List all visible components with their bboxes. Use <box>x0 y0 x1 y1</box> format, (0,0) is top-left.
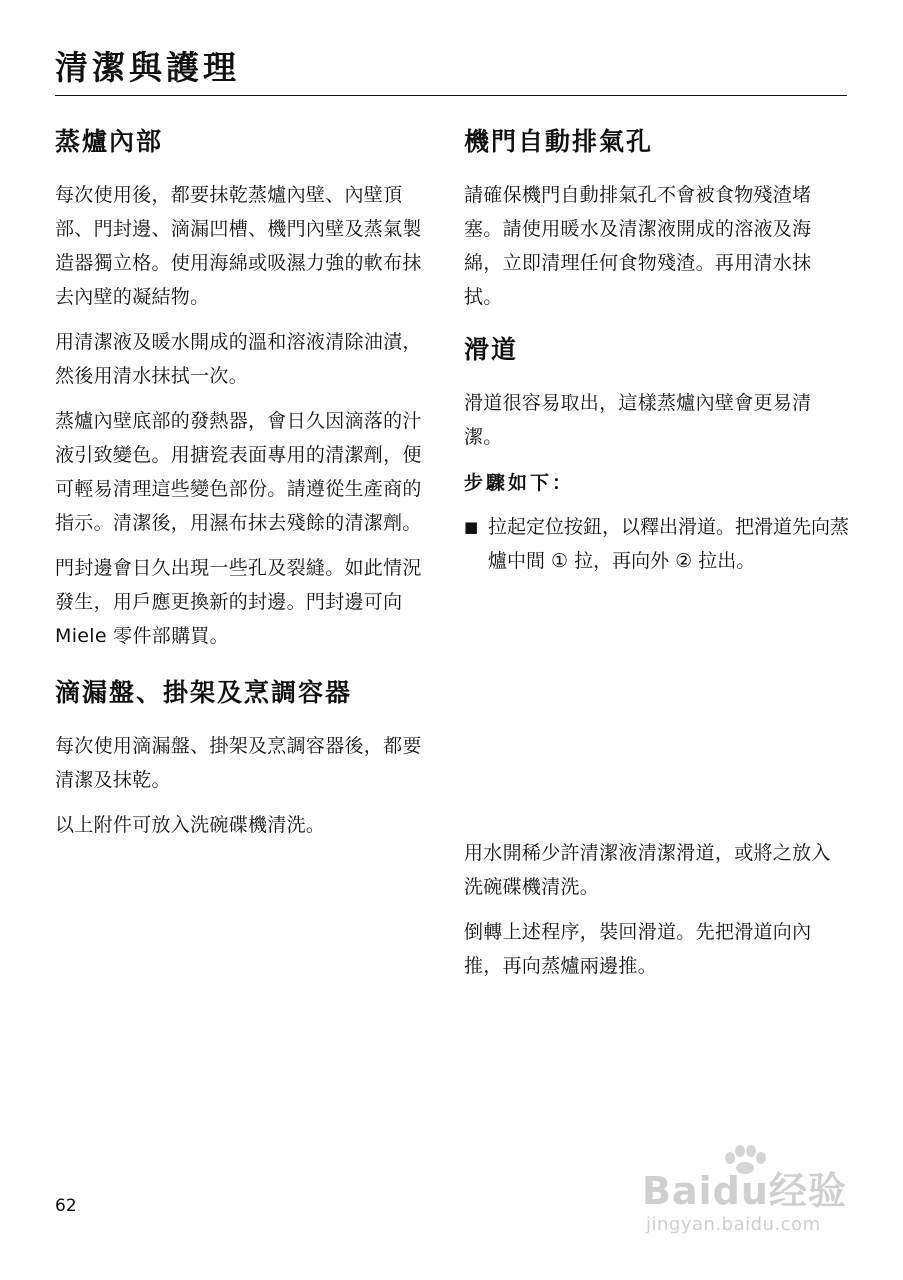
paragraph: 用清潔液及暖水開成的溫和溶液清除油漬，然後用清水抹拭一次。 <box>55 331 422 387</box>
paragraph: 請確保機門自動排氣孔不會被食物殘渣堵塞。請使用暖水及清潔液開成的溶液及海綿，立即清理任何食物殘渣。再用清水抹拭。 <box>464 184 812 308</box>
right-column <box>464 110 849 994</box>
paragraph: 滑道很容易取出，這樣蒸爐內壁會更易清潔。 <box>464 392 812 448</box>
watermark <box>642 1148 857 1248</box>
paragraph: 門封邊會日久出現一些孔及裂縫。如此情況發生，用戶應更換新的封邊。門封邊可向 Miele 零件部購買。 <box>55 557 422 647</box>
illustration-space <box>464 578 849 836</box>
paragraph: 用水開稀少許清潔液清潔滑道，或將之放入洗碗碟機清洗。 <box>464 842 831 898</box>
paragraph: 蒸爐內壁底部的發熱器，會日久因滴落的汁液引致變色。用搪瓷表面專用的清潔劑，便可輕易清理這些變色部份。請遵從生產商的指示。清潔後，用濕布抹去殘餘的清潔劑。 <box>55 410 422 534</box>
section-heading-accessories: 滴漏盤、掛架及烹調容器 <box>55 678 353 707</box>
watermark-logo: Baidu经验 <box>642 1169 847 1213</box>
paragraph: 倒轉上述程序，裝回滑道。先把滑道向內推，再向蒸爐兩邊推。 <box>464 921 812 977</box>
section-heading-rails: 滑道 <box>464 335 519 364</box>
step-text: 拉起定位按鈕，以釋出滑道。把滑道先向蒸爐中間 ① 拉，再向外 ② 拉出。 <box>488 516 850 572</box>
page-number: 62 <box>55 1196 77 1216</box>
paragraph: 每次使用滴漏盤、掛架及烹調容器後，都要清潔及抹乾。 <box>55 735 422 791</box>
left-column <box>55 110 440 853</box>
square-bullet-icon: ■ <box>464 518 479 536</box>
watermark-url: jingyan.baidu.com <box>646 1214 821 1235</box>
page-title: 清潔與護理 <box>55 48 240 87</box>
title-rule <box>55 95 847 96</box>
paragraph: 每次使用後，都要抹乾蒸爐內壁、內壁頂部、門封邊、滴漏凹槽、機門內壁及蒸氣製造器獨立格。使用海綿或吸濕力強的軟布抹去內壁的凝結物。 <box>55 184 422 308</box>
section-heading-oven-interior: 蒸爐內部 <box>55 127 164 156</box>
list-item <box>464 510 849 578</box>
section-heading-door-vent: 機門自動排氣孔 <box>464 127 654 156</box>
paragraph: 以上附件可放入洗碗碟機清洗。 <box>55 814 326 836</box>
steps-heading: 步驟如下： <box>464 472 575 494</box>
